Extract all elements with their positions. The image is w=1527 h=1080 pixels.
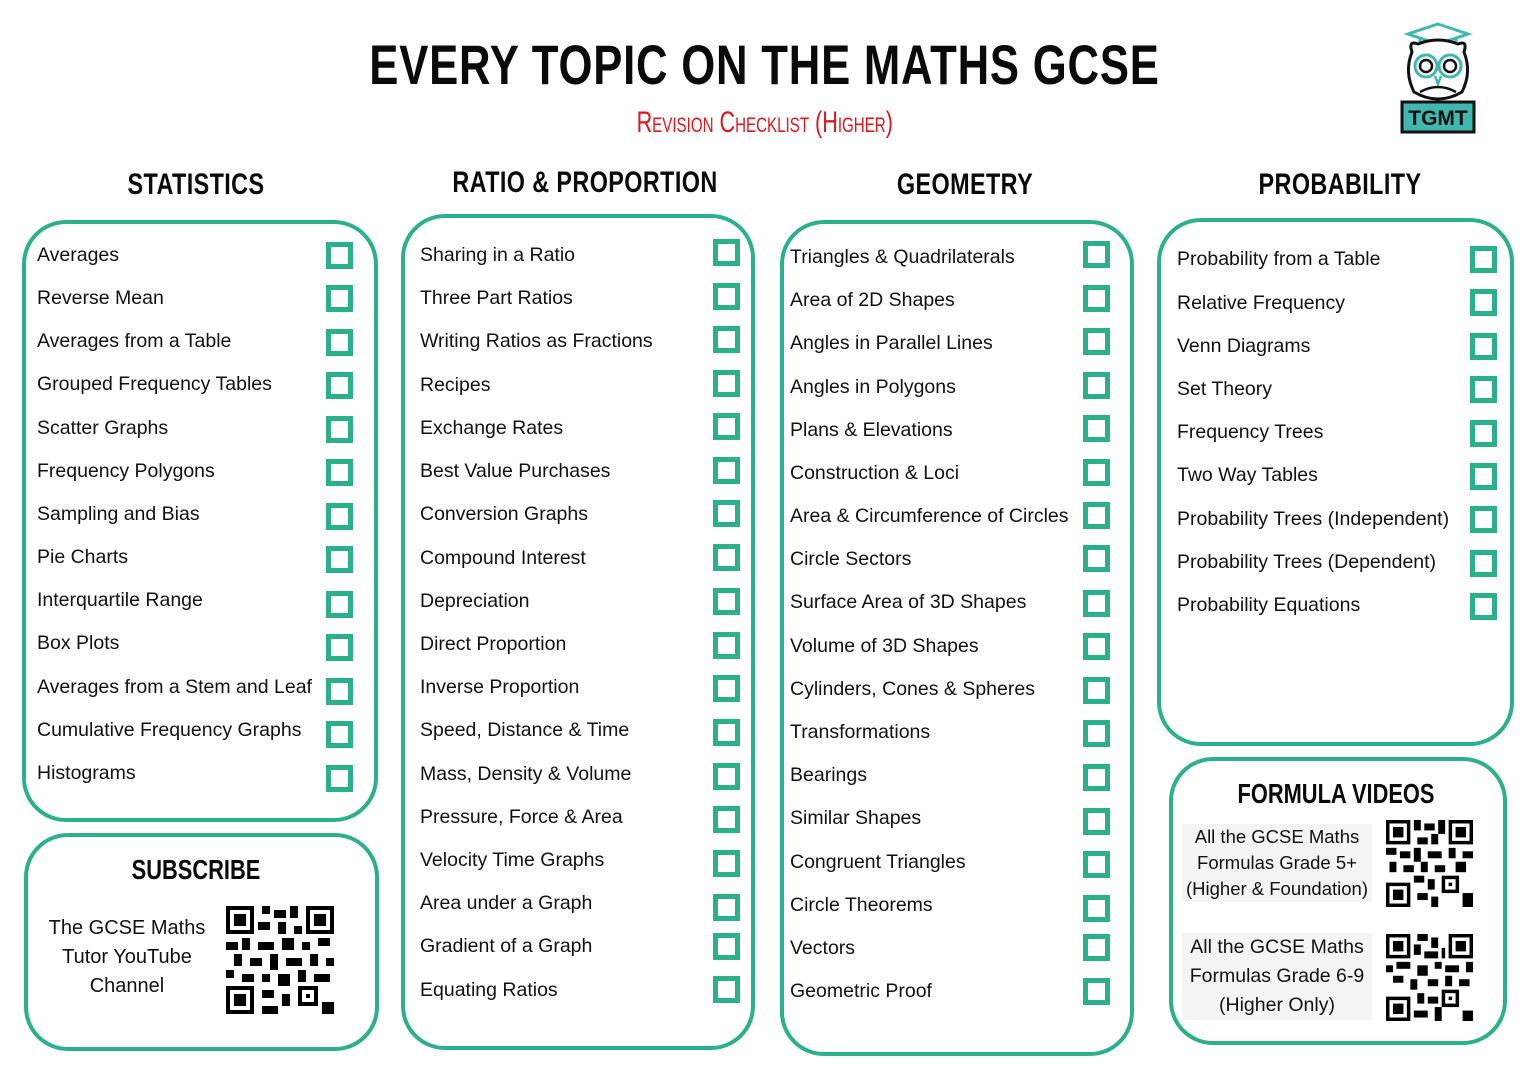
topic-label: Averages from a Table [37, 330, 232, 352]
topic-label: Probability from a Table [1177, 248, 1381, 270]
topic-checkbox[interactable] [1083, 545, 1110, 572]
topic-checkbox[interactable] [1470, 246, 1497, 273]
subscribe-description [40, 914, 214, 1001]
topic-label: Reverse Mean [37, 287, 164, 309]
topic-checkbox[interactable] [1083, 677, 1110, 704]
topic-checkbox[interactable] [713, 283, 740, 310]
topic-label: Scatter Graphs [37, 417, 169, 439]
topic-checkbox[interactable] [1083, 328, 1110, 355]
topic-checkbox[interactable] [326, 329, 353, 356]
topic-label: Recipes [420, 374, 491, 396]
subscribe-line: Channel [89, 975, 165, 997]
video-line: All the GCSE Maths [1194, 826, 1360, 847]
topic-checkbox[interactable] [1083, 808, 1110, 835]
topic-label: Compound Interest [420, 547, 586, 569]
subscribe-line: The GCSE Maths [48, 917, 206, 939]
topic-checkbox[interactable] [713, 719, 740, 746]
topic-label: Two Way Tables [1177, 464, 1318, 486]
topic-label: Averages [37, 244, 120, 266]
topic-label: Pie Charts [37, 546, 129, 568]
qr-code-icon[interactable] [1386, 934, 1473, 1021]
topic-label: Averages from a Stem and Leaf [37, 676, 312, 698]
topic-label: Grouped Frequency Tables [37, 373, 272, 395]
ratio-heading: RATIO & PROPORTION [452, 166, 718, 199]
topic-checkbox[interactable] [1470, 376, 1497, 403]
topic-label: Transformations [790, 721, 931, 743]
topic-label: Circle Theorems [790, 894, 933, 916]
topic-label: Probability Trees (Independent) [1177, 508, 1450, 530]
topic-label: Probability Equations [1177, 594, 1361, 616]
video-line: (Higher & Foundation) [1185, 878, 1368, 899]
topic-checkbox[interactable] [713, 806, 740, 833]
topic-checkbox[interactable] [1470, 420, 1497, 447]
topic-label: Area under a Graph [420, 892, 593, 914]
topic-label: Set Theory [1177, 378, 1273, 400]
topic-label: Writing Ratios as Fractions [420, 330, 653, 352]
topic-label: Frequency Trees [1177, 421, 1324, 443]
topic-label: Three Part Ratios [420, 287, 573, 309]
topic-label: Probability Trees (Dependent) [1177, 551, 1437, 573]
topic-label: Vectors [790, 937, 856, 959]
topic-label: Congruent Triangles [790, 851, 966, 873]
video-line: All the GCSE Maths [1190, 936, 1364, 958]
statistics-heading: STATISTICS [127, 168, 265, 201]
topic-checkbox[interactable] [1083, 502, 1110, 529]
topic-checkbox[interactable] [713, 588, 740, 615]
formula-video-1-description [1182, 824, 1372, 902]
topic-checkbox[interactable] [713, 763, 740, 790]
owl-graduate-icon [1398, 22, 1478, 138]
topic-label: Bearings [790, 764, 867, 786]
topic-checkbox[interactable] [1083, 590, 1110, 617]
topic-checkbox[interactable] [713, 675, 740, 702]
topic-checkbox[interactable] [713, 370, 740, 397]
svg-text:TGMT: TGMT [1408, 107, 1468, 130]
topic-label: Frequency Polygons [37, 460, 215, 482]
topic-checkbox[interactable] [713, 457, 740, 484]
topic-checkbox[interactable] [1083, 934, 1110, 961]
topic-checkbox[interactable] [326, 678, 353, 705]
formula-video-2-description [1182, 933, 1372, 1020]
topic-checkbox[interactable] [326, 503, 353, 530]
topic-checkbox[interactable] [1083, 895, 1110, 922]
topic-label: Depreciation [420, 590, 530, 612]
topic-label: Exchange Rates [420, 417, 564, 439]
page-title: EVERY TOPIC ON THE MATHS GCSE [369, 33, 1160, 96]
topic-checkbox[interactable] [326, 634, 353, 661]
video-line: Formulas Grade 5+ [1197, 852, 1357, 873]
topic-label: Construction & Loci [790, 462, 960, 484]
formula-videos-heading: FORMULA VIDEOS [1237, 778, 1435, 809]
topic-checkbox[interactable] [713, 894, 740, 921]
topic-checkbox[interactable] [1470, 333, 1497, 360]
topic-checkbox[interactable] [326, 765, 353, 792]
topic-checkbox[interactable] [1083, 372, 1110, 399]
topic-checkbox[interactable] [1470, 593, 1497, 620]
topic-checkbox[interactable] [1470, 463, 1497, 490]
topic-checkbox[interactable] [326, 242, 353, 269]
topic-label: Interquartile Range [37, 589, 203, 611]
topic-checkbox[interactable] [713, 413, 740, 440]
topic-checkbox[interactable] [1083, 851, 1110, 878]
topic-label: Angles in Parallel Lines [790, 332, 993, 354]
topic-label: Surface Area of 3D Shapes [790, 591, 1027, 613]
probability-heading: PROBABILITY [1258, 168, 1422, 201]
topic-label: Circle Sectors [790, 548, 912, 570]
topic-label: Sharing in a Ratio [420, 244, 576, 266]
topic-checkbox[interactable] [326, 591, 353, 618]
topic-label: Cumulative Frequency Graphs [37, 719, 302, 741]
topic-label: Area of 2D Shapes [790, 289, 955, 311]
topic-label: Cylinders, Cones & Spheres [790, 678, 1035, 700]
topic-checkbox[interactable] [326, 459, 353, 486]
topic-label: Angles in Polygons [790, 376, 956, 398]
topic-checkbox[interactable] [1083, 241, 1110, 268]
topic-checkbox[interactable] [1083, 764, 1110, 791]
topic-label: Conversion Graphs [420, 503, 588, 525]
topic-checkbox[interactable] [713, 976, 740, 1003]
topic-checkbox[interactable] [326, 721, 353, 748]
topic-checkbox[interactable] [713, 933, 740, 960]
topic-label: Venn Diagrams [1177, 335, 1311, 357]
topic-checkbox[interactable] [1083, 459, 1110, 486]
topic-label: Velocity Time Graphs [420, 849, 605, 871]
topic-label: Box Plots [37, 632, 120, 654]
topic-checkbox[interactable] [713, 239, 740, 266]
topic-checkbox[interactable] [1470, 506, 1497, 533]
geometry-heading: GEOMETRY [896, 168, 1034, 201]
topic-checkbox[interactable] [1470, 289, 1497, 316]
topic-label: Sampling and Bias [37, 503, 200, 525]
qr-code-icon[interactable] [1386, 820, 1473, 907]
topic-label: Pressure, Force & Area [420, 806, 623, 828]
topic-label: Inverse Proportion [420, 676, 580, 698]
topic-checkbox[interactable] [1470, 550, 1497, 577]
topic-checkbox[interactable] [1083, 978, 1110, 1005]
topic-checkbox[interactable] [713, 500, 740, 527]
topic-label: Histograms [37, 762, 136, 784]
topic-checkbox[interactable] [713, 632, 740, 659]
topic-checkbox[interactable] [326, 546, 353, 573]
video-line: Formulas Grade 6-9 [1189, 965, 1365, 987]
topic-checkbox[interactable] [326, 372, 353, 399]
topic-checkbox[interactable] [326, 416, 353, 443]
topic-checkbox[interactable] [326, 285, 353, 312]
topic-checkbox[interactable] [1083, 285, 1110, 312]
topic-label: Mass, Density & Volume [420, 763, 632, 785]
topic-label: Geometric Proof [790, 980, 932, 1002]
topic-label: Triangles & Quadrilaterals [790, 246, 1015, 268]
topic-label: Best Value Purchases [420, 460, 611, 482]
topic-label: Area & Circumference of Circles [790, 505, 1069, 527]
subscribe-line: Tutor YouTube [62, 946, 192, 968]
topic-label: Equating Ratios [420, 979, 558, 1001]
topic-checkbox[interactable] [1083, 415, 1110, 442]
video-line: (Higher Only) [1219, 994, 1335, 1016]
qr-code-icon[interactable] [226, 906, 334, 1014]
topic-label: Gradient of a Graph [420, 935, 593, 957]
topic-checkbox[interactable] [713, 850, 740, 877]
topic-checkbox[interactable] [713, 326, 740, 353]
topic-checkbox[interactable] [713, 544, 740, 571]
subscribe-heading: SUBSCRIBE [131, 854, 261, 885]
topic-label: Direct Proportion [420, 633, 567, 655]
topic-label: Volume of 3D Shapes [790, 635, 979, 657]
tgmt-logo [1398, 22, 1478, 138]
topic-label: Plans & Elevations [790, 419, 953, 441]
topic-checkbox[interactable] [1083, 633, 1110, 660]
page-subtitle: Revision Checklist (Higher) [636, 106, 893, 139]
topic-label: Similar Shapes [790, 807, 922, 829]
topic-label: Relative Frequency [1177, 292, 1345, 314]
topic-label: Speed, Distance & Time [420, 719, 630, 741]
topic-checkbox[interactable] [1083, 720, 1110, 747]
